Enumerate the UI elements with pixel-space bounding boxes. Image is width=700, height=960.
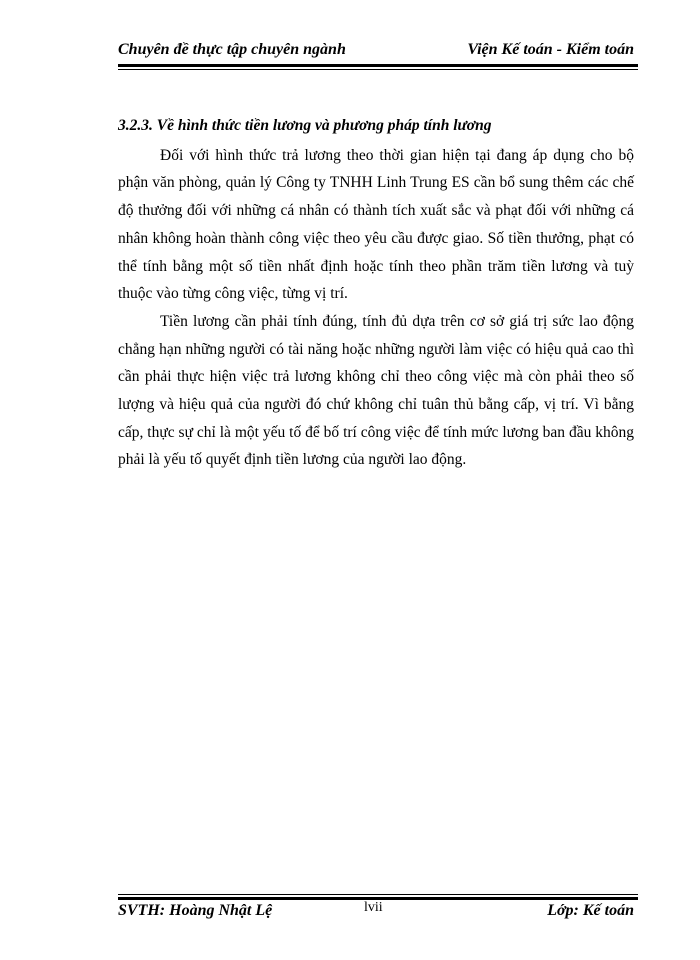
header-divider-thin [118, 69, 638, 70]
body-paragraph-1: Đối với hình thức trả lương theo thời gian hiện tại đang áp dụng cho bộ phận văn phòng, quản lý Công ty TNHH Linh Trung ES cần bổ sung thêm các chế độ thưởng đối với những cá nhân có thành tích xuất sắc và phạt đối với những cá nhân không hoàn thành công việc theo yêu cầu được giao. Số tiền thưởng, phạt có thể tính bằng một số tiền nhất định hoặc tính theo phần trăm tiền lương và tuỳ thuộc vào từng công việc, từng vị trí. [118, 146, 634, 303]
footer-student-name: SVTH: Hoàng Nhật Lệ [118, 902, 273, 919]
section-heading: 3.2.3. Về hình thức tiền lương và phương pháp tính lương [118, 117, 492, 134]
header-institute: Viện Kế toán - Kiểm toán [467, 41, 634, 58]
page-footer [118, 900, 638, 930]
footer-divider-thin [118, 894, 638, 895]
header-report-title: Chuyên đề thực tập chuyên ngành [118, 41, 346, 58]
page-number: lvii [364, 900, 383, 915]
footer-class: Lớp: Kế toán [547, 902, 634, 919]
page-body [118, 112, 634, 474]
body-paragraph-2: Tiền lương cần phải tính đúng, tính đủ dựa trên cơ sở giá trị sức lao động chẳng hạn những người có tài năng hoặc những người làm việc có hiệu quả cao thì cần phải thực hiện việc trả lương không chỉ theo công việc mà còn phải theo số lượng và hiệu quả của người đó chứ không chỉ tuân thủ bằng cấp, vị trí. Vì bằng cấp, thực sự chỉ là một yếu tố để bố trí công việc để tính mức lương ban đầu không phải là yếu tố quyết định tiền lương của người lao động. [118, 312, 634, 469]
header-divider-thick [118, 64, 638, 67]
